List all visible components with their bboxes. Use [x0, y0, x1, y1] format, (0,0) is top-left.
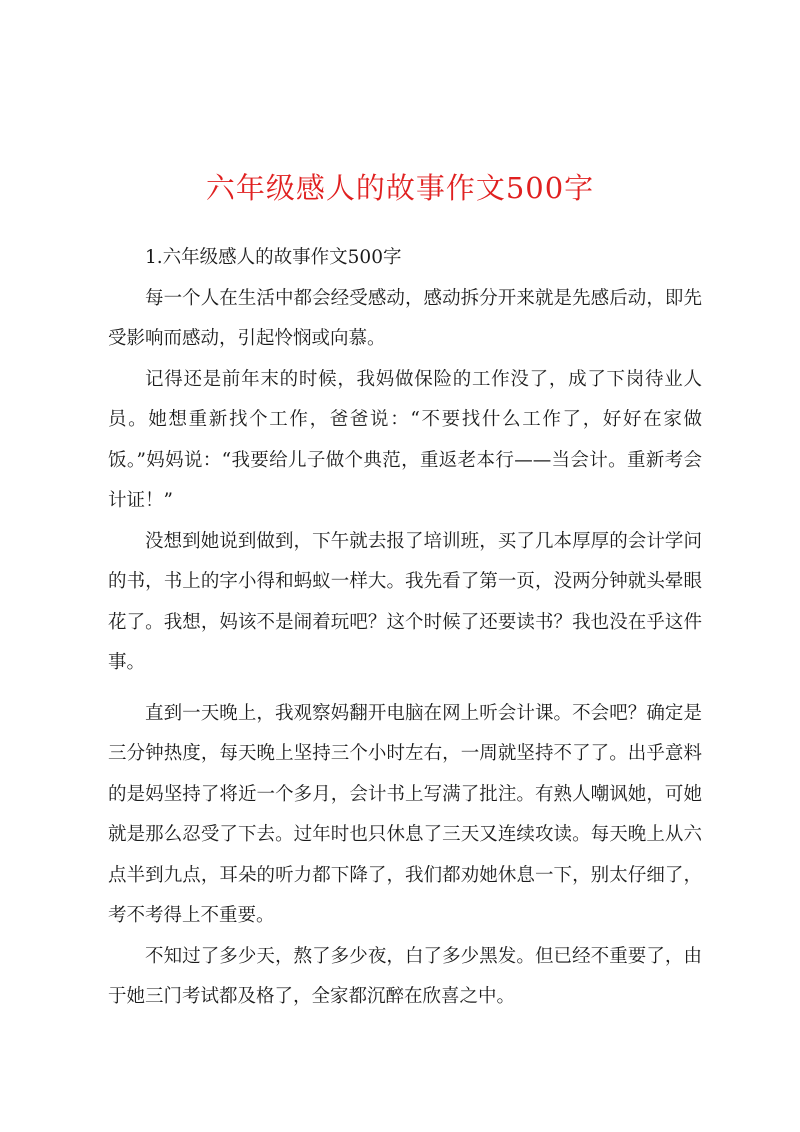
paragraph-5: 不知过了多少天，熬了多少夜，白了多少黑发。但已经不重要了，由于她三门考试都及格了，全家都沉醉在欣喜之中。 — [108, 945, 702, 1007]
paragraph-1: 每一个人在生活中都会经受感动，感动拆分开来就是先感后动，即先受影响而感动，引起怜悯或向慕。 — [108, 287, 702, 349]
document-body — [108, 238, 702, 1018]
paragraph-3: 没想到她说到做到，下午就去报了培训班，买了几本厚厚的会计学问的书，书上的字小得和蚂蚁一样大。我先看了第一页，没两分钟就头晕眼花了。我想，妈该不是闹着玩吧？这个时候了还要读书？我也没在乎这件事。 — [108, 530, 702, 673]
section-heading: 1.六年级感人的故事作文500字 — [145, 247, 402, 268]
paragraph-2: 记得还是前年末的时候，我妈做保险的工作没了，成了下岗待业人员。她想重新找个工作，爸爸说：“不要找什么工作了，好好在家做饭。”妈妈说：“我要给儿子做个典范，重返老本行——当会计。重新考会计证！” — [108, 368, 702, 511]
paragraph-4: 直到一天晚上，我观察妈翻开电脑在网上听会计课。不会吧？确定是三分钟热度，每天晚上坚持三个小时左右，一周就坚持不了了。出乎意料的是妈坚持了将近一个多月，会计书上写满了批注。有熟人嘲讽她，可她就是那么忍受了下去。过年时也只休息了三天又连续攻读。每天晚上从六点半到九点，耳朵的听力都下降了，我们都劝她休息一下，别太仔细了，考不考得上不重要。 — [108, 702, 702, 926]
document-title: 六年级感人的故事作文500字 — [205, 171, 595, 205]
